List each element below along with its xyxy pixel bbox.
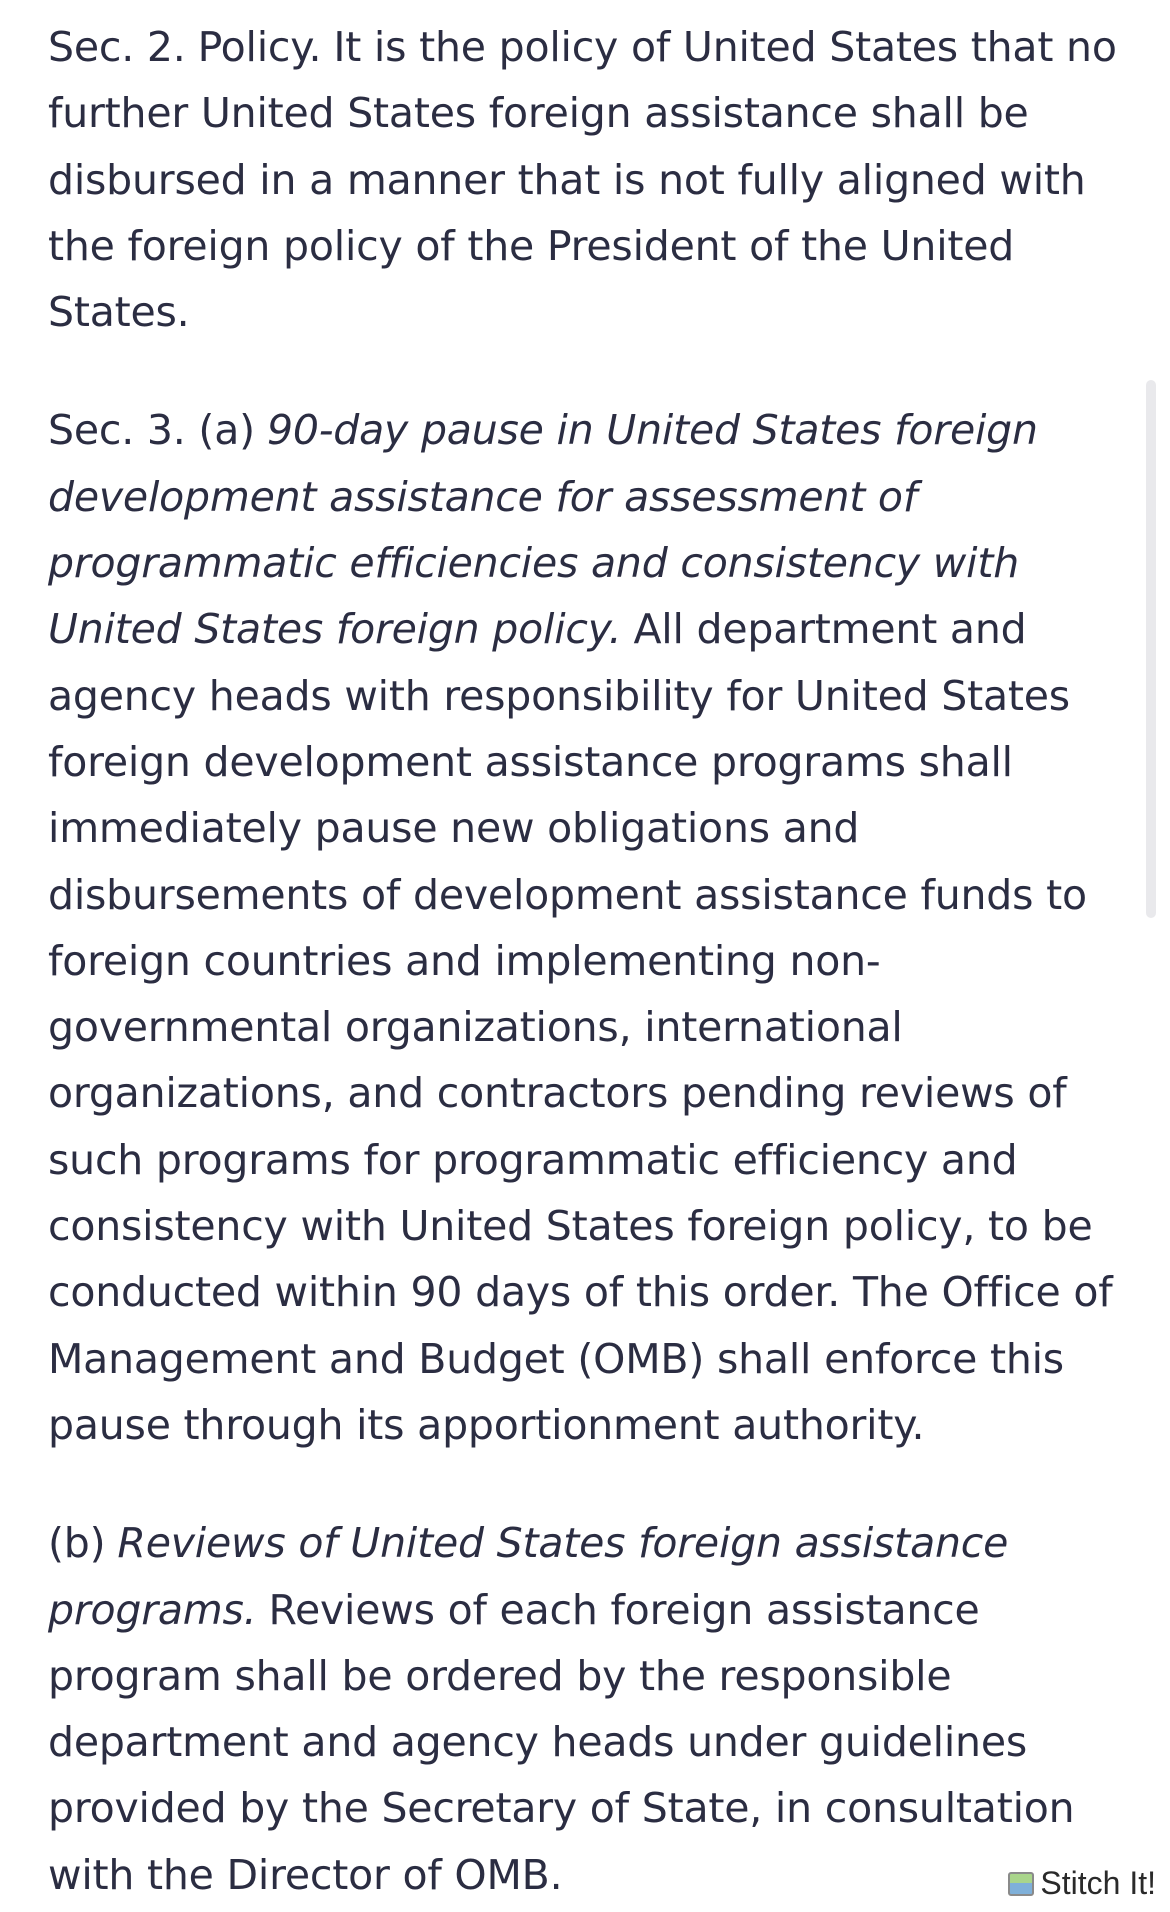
section-2-number: Sec. 2.	[48, 23, 186, 71]
vertical-scrollbar[interactable]	[1146, 0, 1158, 1912]
document-content	[48, 14, 1120, 1908]
section-2-heading: Policy.	[197, 23, 322, 71]
section-3a-body: All department and agency heads with responsibility for United States foreign development assistance programs shall immediately pause new obligations and disbursements of development assistance funds to foreign countries and implementing non-governmental organizations, international organizations, and contractors pending reviews of such programs for programmatic efficiency and consistency with United States foreign policy, to be conducted within 90 days of this order. The Office of Management and Budget (OMB) shall enforce this pause through its apportionment authority.	[48, 605, 1113, 1449]
watermark-label: Stitch It!	[1040, 1865, 1156, 1901]
stitch-it-icon	[1008, 1872, 1034, 1896]
scrollbar-thumb[interactable]	[1146, 380, 1156, 918]
section-3a-heading: 90-day pause in United States foreign development assistance for assessment of programmatic efficiencies and consistency with United States foreign policy.	[48, 406, 1038, 654]
section-2-body: It is the policy of United States that no further United States foreign assistance shall be disbursed in a manner that is not fully aligned with the foreign policy of the President of the United States.	[48, 23, 1117, 337]
section-2-policy	[48, 14, 1120, 345]
section-3a-pause	[48, 397, 1120, 1458]
section-3b-reviews	[48, 1510, 1120, 1908]
section-3b-body: Reviews of each foreign assistance program shall be ordered by the responsible department and agency heads under guidelines provided by the Secretary of State, in consultation with the Director of OMB.	[48, 1585, 1075, 1899]
section-3a-number: Sec. 3. (a)	[48, 406, 255, 455]
section-3b-heading: Reviews of United States foreign assistance programs.	[48, 1519, 1009, 1634]
stitch-it-watermark	[1008, 1865, 1156, 1902]
section-3b-number: (b)	[48, 1519, 106, 1568]
